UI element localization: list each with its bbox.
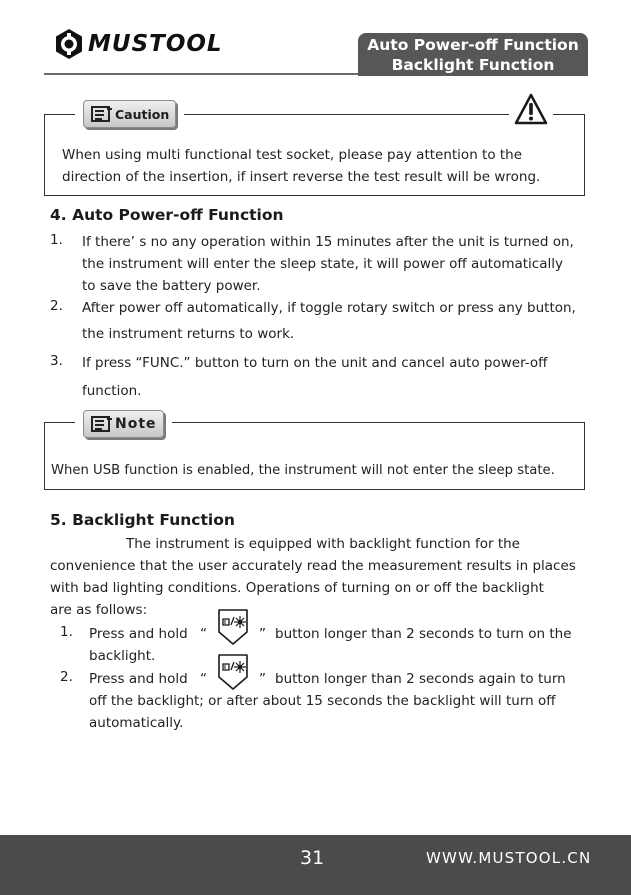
caution-tag [75,100,184,128]
caution-line-2: direction of the insertion, if insert reverse the test result will be wrong. [62,169,541,185]
section-4-heading: 4. Auto Power-off Function [50,206,284,224]
close-quote: ” [259,626,266,642]
brand-logo [52,28,223,60]
caution-label: Caution [115,106,170,122]
list-item: backlight. [89,648,156,664]
list-item: automatically. [89,715,184,731]
caution-line-1: When using multi functional test socket, please pay attention to the [62,147,523,163]
close-quote: ” [259,671,266,687]
badge-line-1: Auto Power-off Function [367,36,579,54]
list-item: off the backlight; or after about 15 seconds the backlight will turn off [89,693,556,709]
note-box [44,416,585,490]
list-item: If there’ s no any operation within 15 minutes after the unit is turned on, [82,234,574,250]
note-tag-icon [90,415,114,433]
caution-box [44,106,585,196]
paragraph-line: The instrument is equipped with backlight function for the [126,536,520,552]
caution-tag-icon [90,105,114,123]
page-number: 31 [300,847,325,869]
list-item: the instrument returns to work. [82,326,295,342]
badge-line-2: Backlight Function [391,56,555,74]
backlight-button-icon [213,606,253,648]
item-number: 3. [50,353,63,369]
section-5-heading: 5. Backlight Function [50,511,235,529]
note-label: Note [115,416,157,432]
list-item: Press and hold [89,671,188,687]
item-number: 1. [50,232,63,248]
header-divider [44,73,359,75]
page-footer [0,835,631,895]
paragraph-line: convenience that the user accurately read the measurement results in places [50,558,576,574]
gear-logo-icon [52,27,86,61]
open-quote: “ [200,671,207,687]
open-quote: “ [200,626,207,642]
header-badge [358,33,588,76]
website-link[interactable]: WWW.MUSTOOL.CN [426,849,592,867]
brand-name: MUSTOOL [88,31,223,57]
list-item: to save the battery power. [82,278,261,294]
item-number: 1. [60,624,73,640]
list-item: button longer than 2 seconds to turn on the [275,626,572,642]
paragraph-line: with bad lighting conditions. Operations of turning on or off the backlight [50,580,544,596]
note-tag [75,410,172,438]
item-number: 2. [50,298,63,314]
list-item: If press “FUNC.” button to turn on the unit and cancel auto power-off [82,355,548,371]
note-text: When USB function is enabled, the instrument will not enter the sleep state. [51,463,555,478]
list-item: function. [82,383,142,399]
backlight-button-icon [213,651,253,693]
list-item: After power off automatically, if toggle rotary switch or press any button, [82,300,576,316]
list-item: the instrument will enter the sleep state, it will power off automatically [82,256,563,272]
paragraph-line: are as follows: [50,602,148,618]
warning-triangle-icon [509,93,553,129]
list-item: Press and hold [89,626,188,642]
list-item: button longer than 2 seconds again to turn [275,671,566,687]
item-number: 2. [60,669,73,685]
